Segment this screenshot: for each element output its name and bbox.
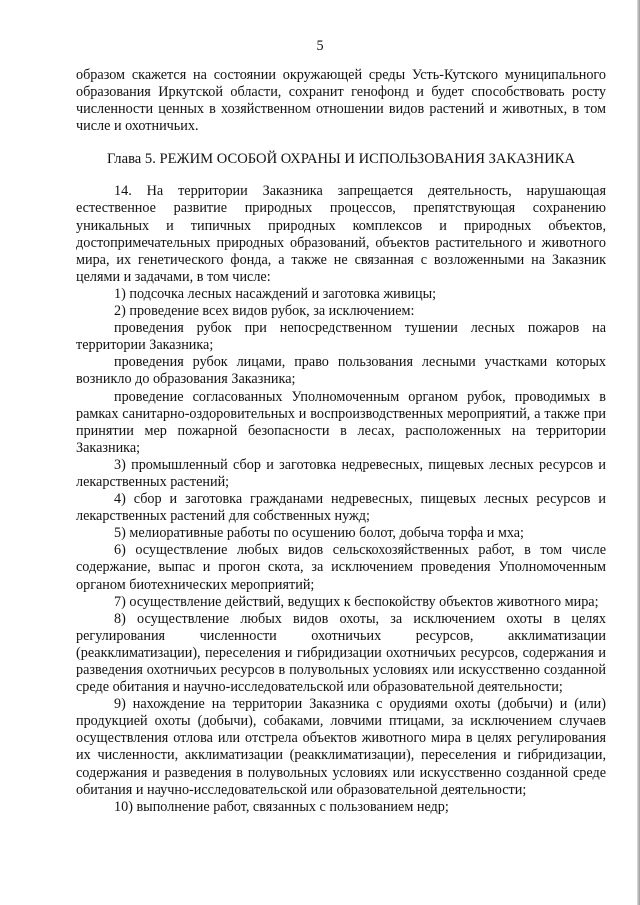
list-item-4: 4) сбор и заготовка гражданами недревесных, пищевых лесных ресурсов и лекарственных растений для собственных нужд;: [76, 491, 606, 525]
list-item-3: 3) промышленный сбор и заготовка недревесных, пищевых лесных ресурсов и лекарственных растений;: [76, 456, 606, 490]
list-item-9: 9) нахождение на территории Заказника с орудиями охоты (добычи) и (или) продукцией охоты (добычи), собаками, ловчими птицами, за исключением случаев осуществления отлова или отстрела объектов животного мира в целях регулирования их численности, акклиматизации (реакклиматизации), переселения и гибридизации, содержания и разведения в полувольных условиях или искусственно созданной среде обитания и научно-исследовательской или образовательной деятельности;: [76, 696, 606, 798]
list-item-10: 10) выполнение работ, связанных с пользованием недр;: [114, 798, 449, 815]
exception-item-1: проведения рубок при непосредственном тушении лесных пожаров на территории Заказника;: [76, 320, 606, 354]
list-item-6: 6) осуществление любых видов сельскохозяйственных работ, в том числе содержание, выпас и прогон скота, за исключением проведения Уполномоченным органом биотехнических мероприятий;: [76, 542, 606, 593]
list-item-2: 2) проведение всех видов рубок, за исключением:: [114, 303, 415, 320]
chapter-heading: Глава 5. РЕЖИМ ОСОБОЙ ОХРАНЫ И ИСПОЛЬЗОВАНИЯ ЗАКАЗНИКА: [106, 151, 576, 168]
exception-item-2: проведения рубок лицами, право пользования лесными участками которых возникло до образования Заказника;: [76, 354, 606, 388]
intro-paragraph: образом скажется на состоянии окружающей среды Усть-Кутского муниципального образования Иркутской области, сохранит генофонд и будет способствовать росту численности ценных в хозяйственном отношении видов растений и животных, в том числе и охотничьих.: [76, 67, 606, 135]
document-body: [76, 67, 606, 816]
list-item-8: 8) осуществление любых видов охоты, за исключением охоты в целях регулирования численности охотничьих ресурсов, акклиматизации (реакклиматизации), переселения и гибридизации охотничьих ресурсов, содержания и разведения охотничьих ресурсов в полувольных условиях или искусственно созданной среде обитания и научно-исследовательской или образовательной деятельности;: [76, 610, 606, 696]
exception-item-3: проведение согласованных Уполномоченным органом рубок, проводимых в рамках санитарно-оздоровительных и воспроизводственных мероприятий, а также при принятии мер пожарной безопасности в лесах, расположенных на территории Заказника;: [76, 388, 606, 456]
list-item-1: 1) подсочка лесных насаждений и заготовка живицы;: [114, 285, 437, 302]
list-item-5: 5) мелиоративные работы по осушению болот, добыча торфа и мха;: [114, 525, 525, 542]
paragraph-14: 14. На территории Заказника запрещается деятельность, нарушающая естественное развитие природных процессов, препятствующая сохранению уникальных и типичных природных комплексов и природных объектов, достопримечательных природных образований, объектов растительного и животного мира, их генетического фонда, а также не связанная с возложенными на Заказник целями и задачами, в том числе:: [76, 183, 606, 285]
list-item-7: 7) осуществление действий, ведущих к беспокойству объектов животного мира;: [114, 593, 599, 610]
page-number: 5: [316, 38, 324, 54]
